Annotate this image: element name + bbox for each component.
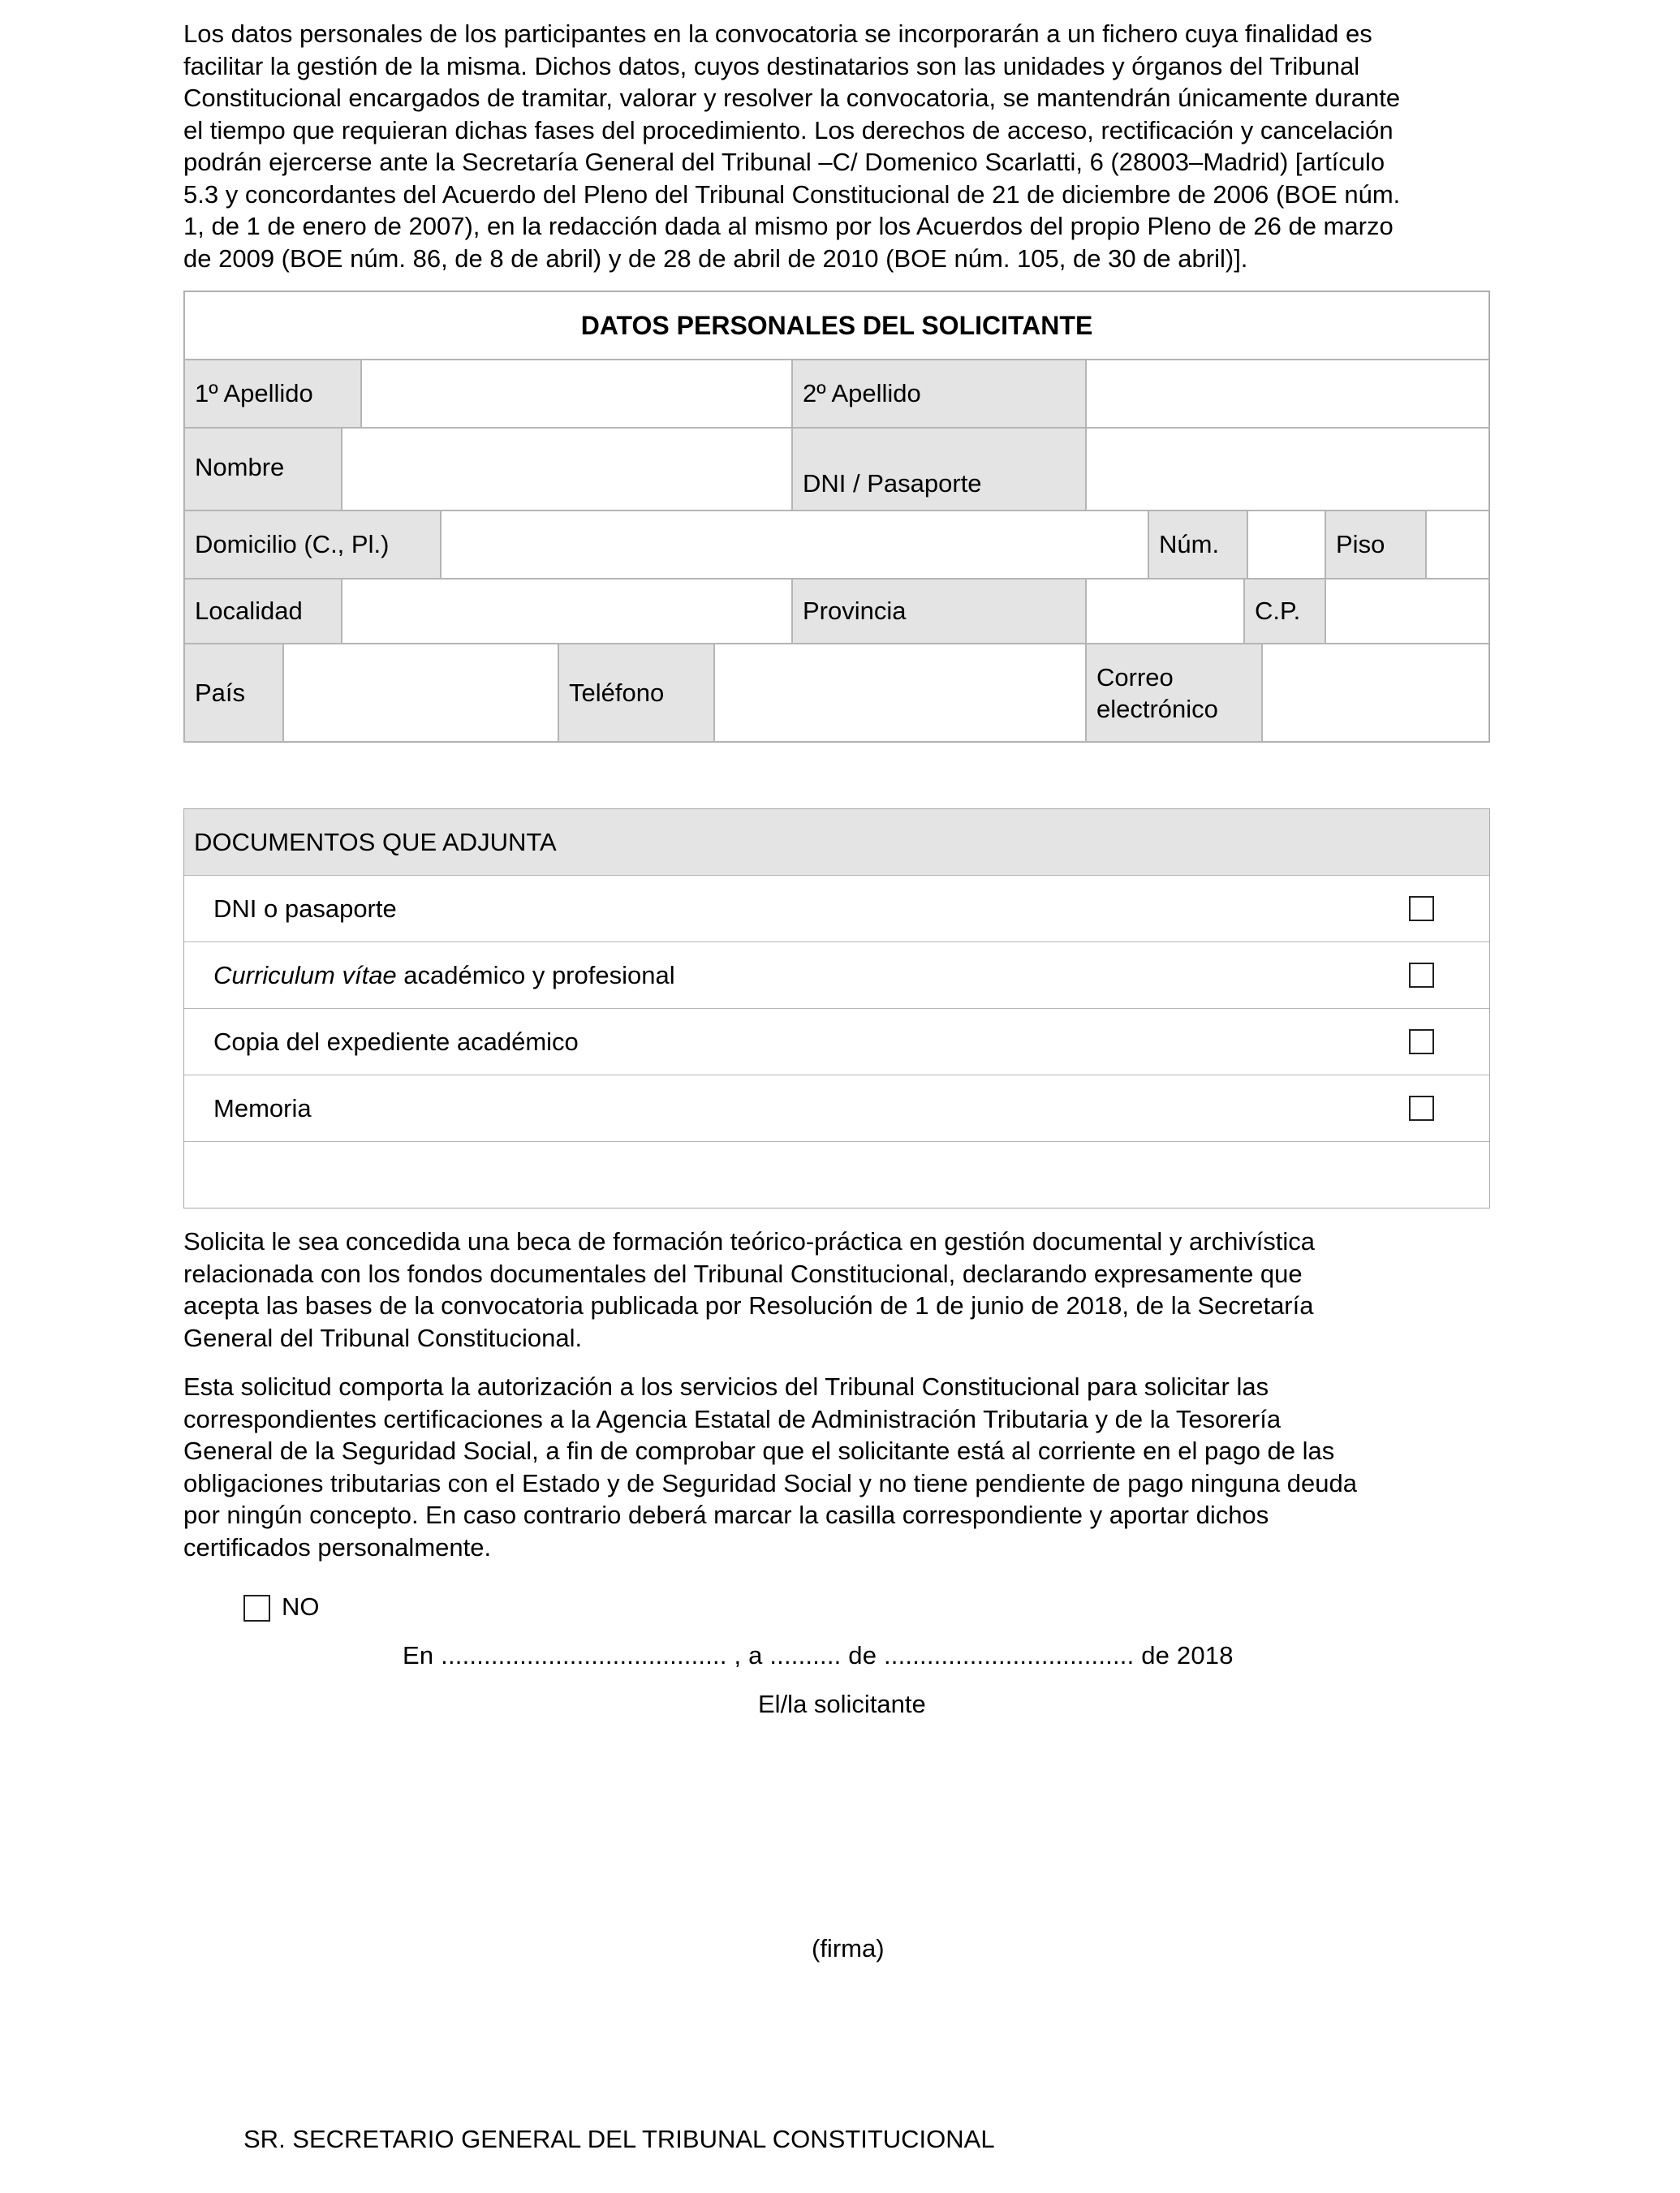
- telefono-label: Teléfono: [558, 644, 714, 742]
- document-label: Copia del expediente académico: [213, 1027, 579, 1056]
- privacy-notice: [183, 18, 1500, 274]
- checkbox[interactable]: [1409, 1096, 1434, 1121]
- personal-data-title: DATOS PERSONALES DEL SOLICITANTE: [184, 291, 1489, 360]
- authorization-line: certificados personalmente.: [183, 1532, 492, 1562]
- apellido2-label: 2º Apellido: [792, 360, 1086, 428]
- apellido1-field[interactable]: [361, 360, 792, 428]
- personal-data-table: [183, 291, 1490, 743]
- authorization-line: obligaciones tributarias con el Estado y de Seguridad Social y no tiene pendiente de pago ninguna deuda: [183, 1468, 1357, 1497]
- no-label: NO: [282, 1592, 320, 1621]
- nombre-label: Nombre: [184, 428, 342, 511]
- telefono-field[interactable]: [714, 644, 1086, 742]
- piso-field[interactable]: [1426, 511, 1489, 579]
- document-row-cv: [184, 942, 1489, 1009]
- num-field[interactable]: [1247, 511, 1325, 579]
- apellido2-field[interactable]: [1086, 360, 1489, 428]
- request-line: acepta las bases de la convocatoria publicada por Resolución de 1 de junio de 2018, de la Secretaría: [183, 1291, 1314, 1320]
- authorization-line: correspondientes certificaciones a la Agencia Estatal de Administración Tributaria y de la Tesorería: [183, 1404, 1282, 1433]
- document-row-expediente: [184, 1009, 1489, 1075]
- documents-table: [183, 808, 1490, 1209]
- no-checkbox[interactable]: [243, 1595, 270, 1622]
- pais-field[interactable]: [283, 644, 558, 742]
- request-line: General del Tribunal Constitucional.: [183, 1323, 583, 1352]
- checkbox[interactable]: [1409, 1029, 1434, 1054]
- correo-label-line: electrónico: [1096, 694, 1218, 723]
- request-line: relacionada con los fondos documentales del Tribunal Constitucional, declarando expresamente que: [183, 1259, 1303, 1288]
- privacy-line: de 2009 (BOE núm. 86, de 8 de abril) y de 28 de abril de 2010 (BOE núm. 105, de 30 de abril)].: [183, 243, 1248, 273]
- cp-field[interactable]: [1325, 579, 1489, 644]
- document-label: [213, 961, 675, 990]
- authorization-line: Esta solicitud comporta la autorización a los servicios del Tribunal Constitucional para solicitar las: [183, 1372, 1269, 1401]
- request-line: Solicita le sea concedida una beca de formación teórico-práctica en gestión documental y archivística: [183, 1227, 1316, 1256]
- domicilio-field[interactable]: [441, 511, 1148, 579]
- recipient: SR. SECRETARIO GENERAL DEL TRIBUNAL CONSTITUCIONAL: [243, 2125, 995, 2153]
- nombre-field[interactable]: [342, 428, 792, 511]
- apellido1-label: 1º Apellido: [184, 360, 361, 428]
- cp-label: C.P.: [1244, 579, 1325, 644]
- checkbox[interactable]: [1409, 896, 1434, 921]
- signer-label: El/la solicitante: [758, 1690, 926, 1718]
- privacy-line: 1, de 1 de enero de 2007), en la redacción dada al mismo por los Acuerdos del propio Pleno de 26 de marzo: [183, 212, 1394, 240]
- document-row-dni: [184, 876, 1489, 942]
- privacy-line: Los datos personales de los participantes en la convocatoria se incorporarán a un fichero cuya finalidad es: [183, 19, 1372, 48]
- checkbox[interactable]: [1409, 963, 1434, 988]
- correo-label: [1086, 644, 1262, 742]
- localidad-label: Localidad: [184, 579, 342, 644]
- document-label: Memoria: [213, 1093, 312, 1122]
- provincia-label: Provincia: [792, 579, 1086, 644]
- document-label-rest: académico y profesional: [396, 960, 675, 989]
- document-row-memoria: [184, 1075, 1489, 1142]
- correo-field[interactable]: [1262, 644, 1489, 742]
- document-label: DNI o pasaporte: [213, 894, 397, 923]
- pais-label: País: [184, 644, 283, 742]
- privacy-line: Constitucional encargados de tramitar, valorar y resolver la convocatoria, se mantendrán únicamente durante: [183, 84, 1401, 112]
- dni-label: DNI / Pasaporte: [792, 428, 1086, 511]
- place-date-line[interactable]: En ........................................ , a .......... de ................................... de 2018: [403, 1641, 1234, 1670]
- provincia-field[interactable]: [1086, 579, 1244, 644]
- authorization-line: General de la Seguridad Social, a fin de comprobar que el solicitante está al corriente en el pago de las: [183, 1437, 1335, 1465]
- privacy-line: el tiempo que requieran dichas fases del procedimiento. Los derechos de acceso, rectificación y cancelación: [183, 115, 1394, 144]
- domicilio-label: Domicilio (C., Pl.): [184, 511, 441, 579]
- signature-label: (firma): [812, 1934, 885, 1962]
- localidad-field[interactable]: [342, 579, 792, 644]
- privacy-line: podrán ejercerse ante la Secretaría General del Tribunal –C/ Domenico Scarlatti, 6 (28003–Madrid) [artículo: [183, 148, 1385, 176]
- num-label: Núm.: [1148, 511, 1247, 579]
- document-label-italic: Curriculum vítae: [213, 960, 397, 989]
- request-paragraph: [183, 1226, 1500, 1354]
- piso-label: Piso: [1325, 511, 1426, 579]
- correo-label-line: Correo: [1096, 662, 1174, 692]
- privacy-line: facilitar la gestión de la misma. Dichos datos, cuyos destinatarios son las unidades y órganos del Tribunal: [183, 51, 1360, 80]
- authorization-line: por ningún concepto. En caso contrario deberá marcar la casilla correspondiente y aportar dichos: [183, 1501, 1269, 1529]
- authorization-paragraph: [183, 1371, 1500, 1563]
- document-row-empty[interactable]: [184, 1142, 1489, 1208]
- dni-field[interactable]: [1086, 428, 1489, 511]
- documents-title: DOCUMENTOS QUE ADJUNTA: [184, 809, 1489, 876]
- privacy-line: 5.3 y concordantes del Acuerdo del Pleno del Tribunal Constitucional de 21 de diciembre de 2006 (BOE núm.: [183, 179, 1401, 209]
